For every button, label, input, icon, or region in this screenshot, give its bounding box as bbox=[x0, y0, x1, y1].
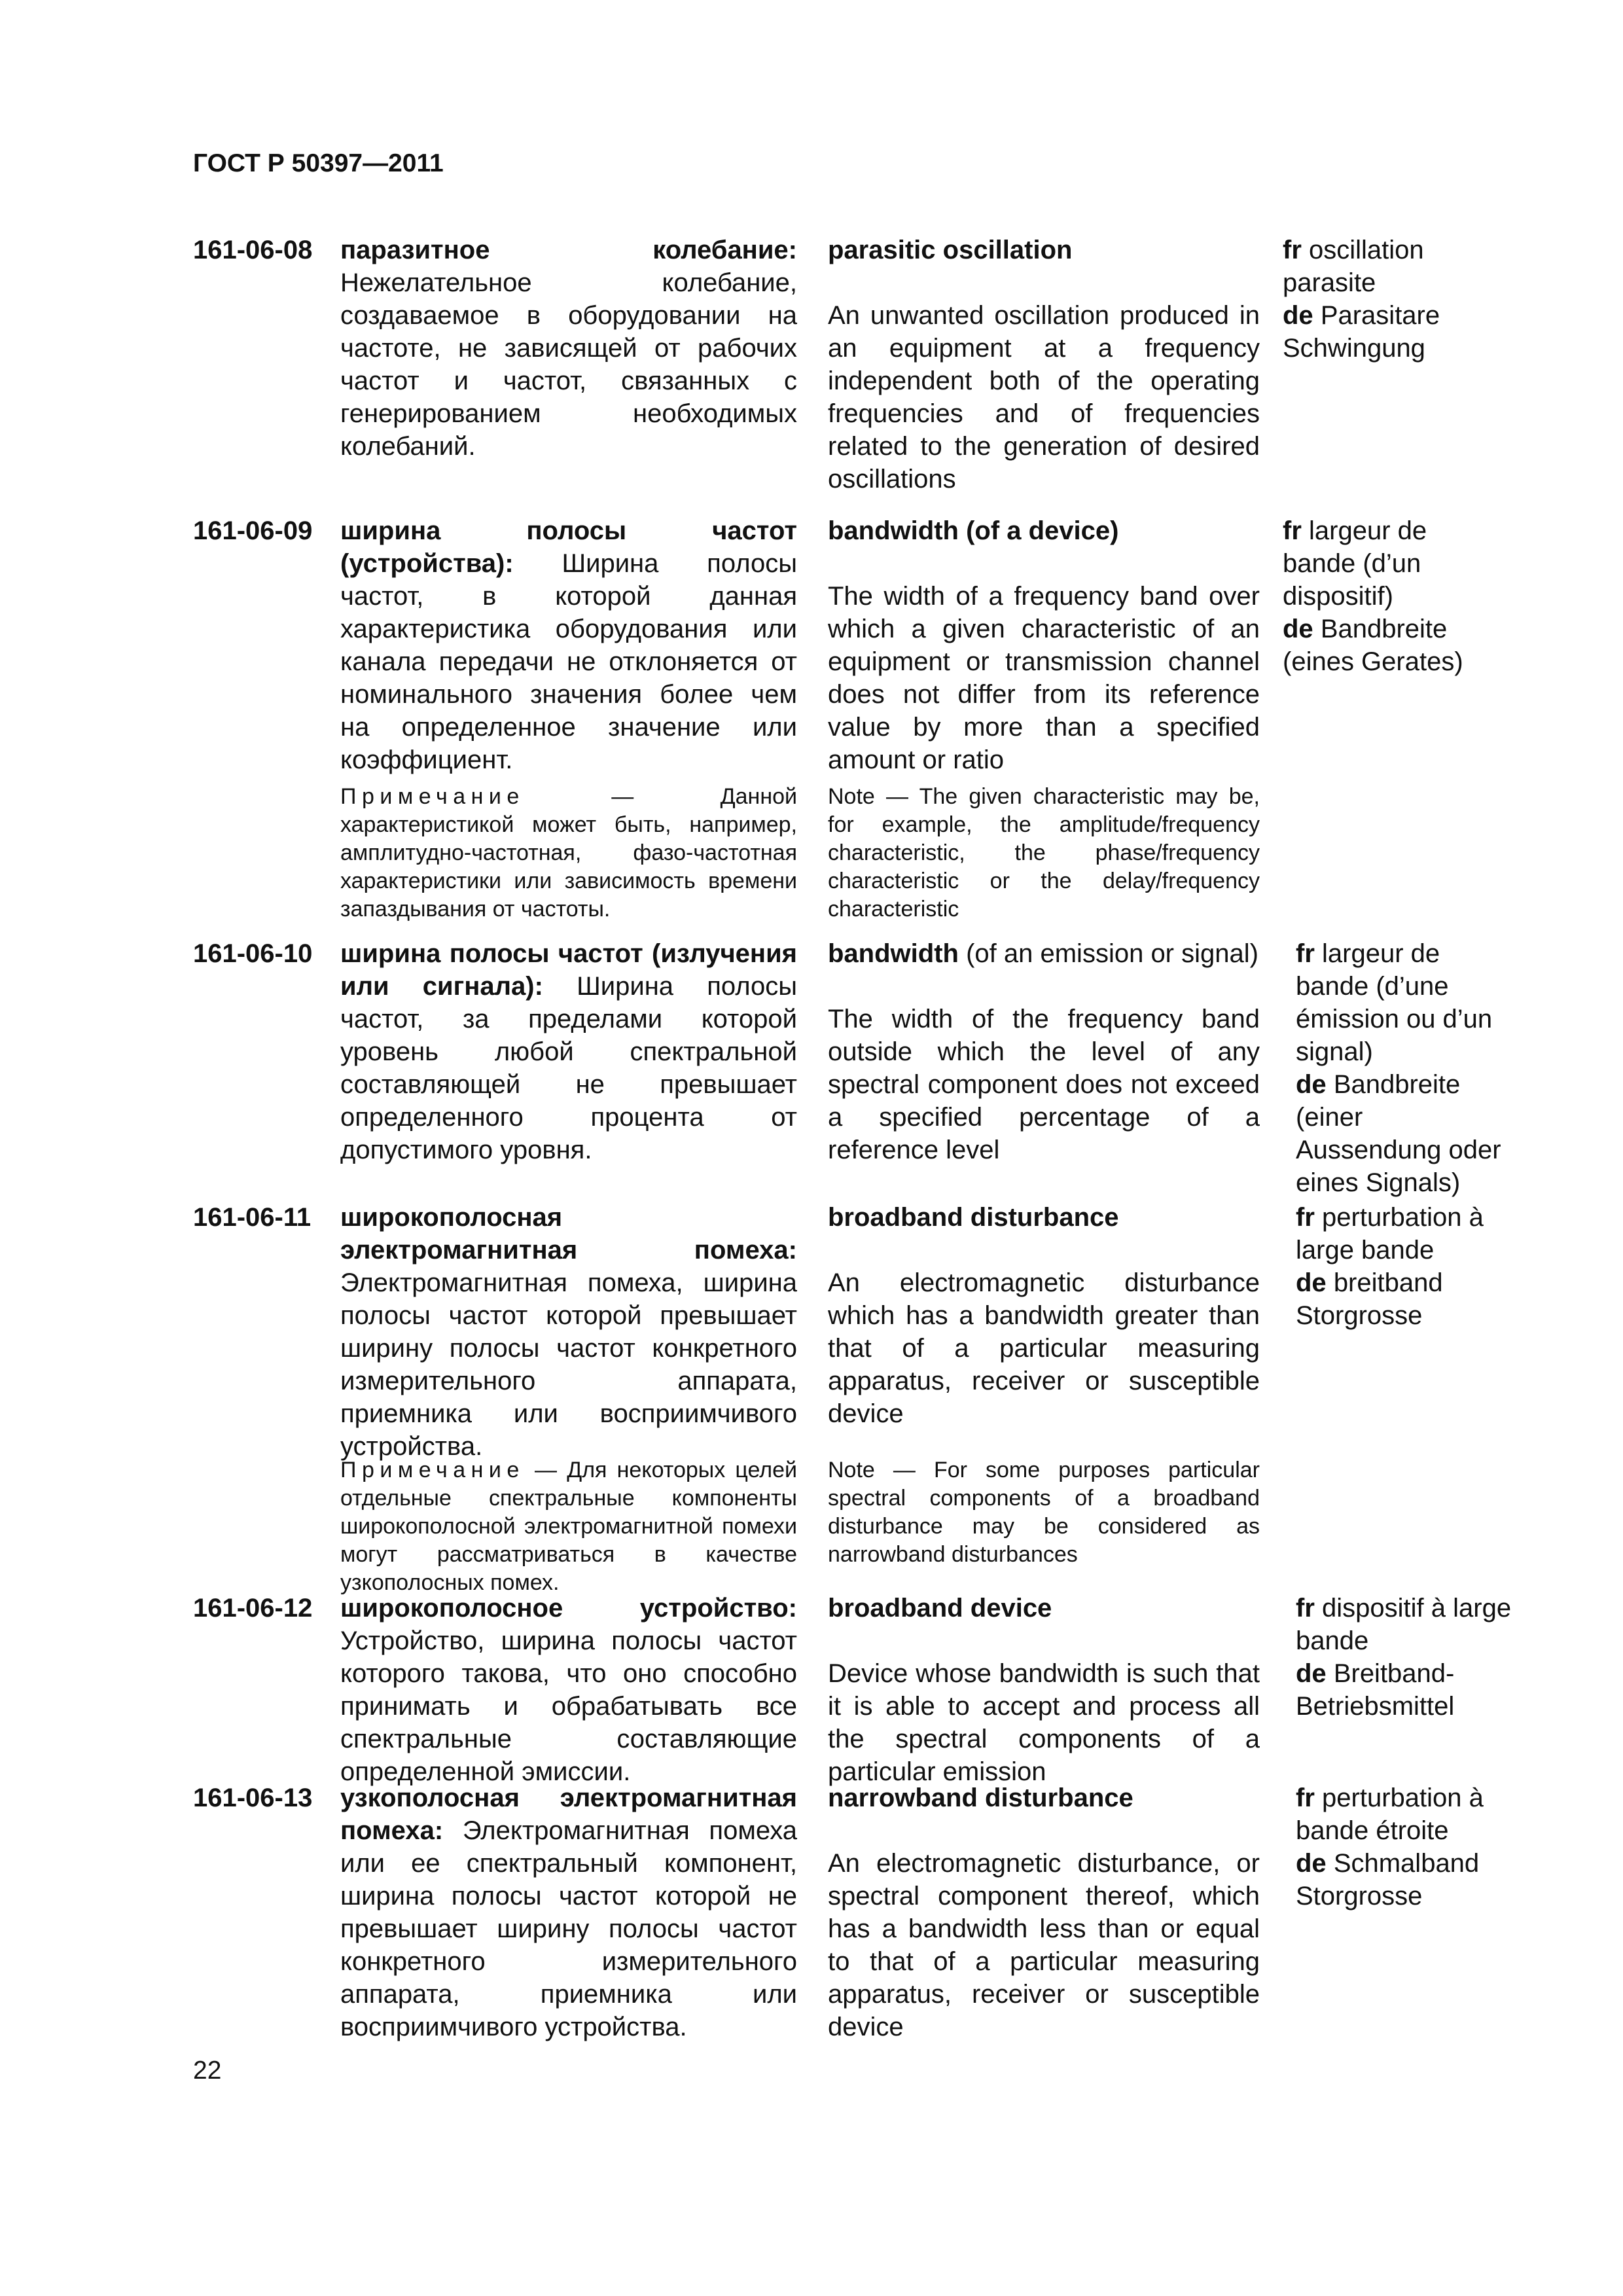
note-text: — Для некоторых целей отдельные спектральные компоненты широкополосной электромагнитной помехи могут рассматриваться в качестве узкополосных помех. bbox=[340, 1458, 798, 1595]
de-term: Bandbreite (eines Gerates) bbox=[1283, 615, 1463, 676]
en-text: An unwanted oscillation produced in an equipment at a frequency independent both of the operating frequencies and of frequencies related to the generation of desired oscillations bbox=[828, 301, 1260, 493]
en-definition bbox=[828, 937, 1260, 1166]
ru-text: Устройство, ширина полосы частот которого такова, что оно способно принимать и обрабатывать все спектральные составляющие определенной эмиссии. bbox=[340, 1626, 797, 1786]
fr-label: fr bbox=[1296, 1784, 1315, 1812]
ru-text: Нежелательное колебание, создаваемое в оборудовании на частоте, не зависящей от рабочих частот и частот, связанных с генерированием необходимых колебаний. bbox=[340, 268, 797, 461]
fr-label: fr bbox=[1296, 1203, 1315, 1232]
fr-term: largeur de bande (d’une émission ou d’un signal) bbox=[1296, 939, 1493, 1066]
en-text: An electromagnetic disturbance, or spectral component thereof, which has a bandwidth less than or equal to that of a particular measuring apparatus, receiver or susceptible device bbox=[828, 1849, 1260, 2041]
de-label: de bbox=[1283, 301, 1313, 330]
ru-term: широкополосное устройство: bbox=[340, 1594, 797, 1623]
de-label: de bbox=[1296, 1070, 1327, 1099]
ru-definition bbox=[340, 1201, 797, 1463]
en-definition bbox=[828, 1782, 1260, 2043]
note-label: Примечание bbox=[340, 1458, 525, 1482]
ru-text: Ширина полосы частот, в которой данная характеристика оборудования или канала передачи не отклоняется от номинального значения более чем на определенное значение или коэффициент. bbox=[340, 549, 797, 774]
de-term: breitband Storgrosse bbox=[1296, 1268, 1443, 1330]
ru-term: узкополосная электромагнитная помеха: bbox=[340, 1784, 797, 1845]
en-term: broadband device bbox=[828, 1594, 1052, 1623]
en-text: An electromagnetic disturbance which has a bandwidth greater than that of a particular measuring apparatus, receiver or susceptible device bbox=[828, 1268, 1260, 1428]
ru-note bbox=[340, 1456, 797, 1597]
other-languages bbox=[1296, 937, 1512, 1199]
document-header: ГОСТ Р 50397—2011 bbox=[193, 149, 444, 177]
fr-term: largeur de bande (d’un dispositif) bbox=[1283, 516, 1427, 611]
fr-label: fr bbox=[1296, 1594, 1315, 1623]
entry-number: 161-06-10 bbox=[193, 939, 313, 968]
ru-note bbox=[340, 783, 797, 924]
de-label: de bbox=[1296, 1268, 1327, 1297]
de-term: Bandbreite (einer Aussendung oder eines Signals) bbox=[1296, 1070, 1501, 1197]
fr-term: perturbation à bande étroite bbox=[1296, 1784, 1484, 1845]
en-text: The width of the frequency band outside which the level of any spectral component does not exceed a specified percentage of a reference level bbox=[828, 1005, 1260, 1164]
de-term: Parasitare Schwingung bbox=[1283, 301, 1440, 363]
ru-term: широкополосная электромагнитная помеха: bbox=[340, 1203, 797, 1265]
entry-number: 161-06-08 bbox=[193, 236, 313, 264]
ru-definition bbox=[340, 1592, 797, 1788]
en-definition bbox=[828, 234, 1260, 495]
ru-text: Электромагнитная помеха или ее спектральный компонент, ширина полосы частот которой не превышает ширину полосы частот конкретного измерительного аппарата, приемника или восприимчивого устройства. bbox=[340, 1816, 797, 2041]
fr-label: fr bbox=[1283, 236, 1302, 264]
note-text: — Данной характеристикой может быть, например, амплитудно-частотная, фазо-частотная характеристики или зависимость времени запаздывания от частоты. bbox=[340, 784, 797, 922]
other-languages bbox=[1296, 1782, 1512, 1912]
en-term: broadband disturbance bbox=[828, 1203, 1119, 1232]
entry-number: 161-06-09 bbox=[193, 516, 313, 545]
en-term: narrowband disturbance bbox=[828, 1784, 1133, 1812]
entry-number: 161-06-12 bbox=[193, 1594, 313, 1623]
de-label: de bbox=[1296, 1659, 1327, 1688]
fr-term: perturbation à large bande bbox=[1296, 1203, 1484, 1265]
ru-definition bbox=[340, 1782, 797, 2043]
en-definition bbox=[828, 514, 1260, 776]
ru-term: ширина полосы частот (устройства): bbox=[340, 516, 797, 578]
en-text: Device whose bandwidth is such that it is able to accept and process all the spectral components of a particular emission bbox=[828, 1659, 1260, 1786]
en-definition bbox=[828, 1201, 1260, 1430]
en-text: The width of a frequency band over which a given characteristic of an equipment or transmission channel does not differ from its reference value by more than a specified amount or ratio bbox=[828, 582, 1260, 774]
en-term: bandwidth bbox=[828, 939, 959, 968]
page-number: 22 bbox=[193, 2056, 222, 2085]
fr-term: dispositif à large bande bbox=[1296, 1594, 1512, 1655]
entry-number: 161-06-13 bbox=[193, 1784, 313, 1812]
de-term: Schmalband Storgrosse bbox=[1296, 1849, 1480, 1910]
ru-definition bbox=[340, 937, 797, 1166]
de-term: Breitband-Betriebsmittel bbox=[1296, 1659, 1455, 1721]
other-languages bbox=[1296, 1201, 1512, 1332]
en-term: parasitic oscillation bbox=[828, 236, 1073, 264]
en-term: bandwidth (of a device) bbox=[828, 516, 1119, 545]
ru-text: Ширина полосы частот, за пределами которой уровень любой спектральной составляющей не превышает определенного процента от допустимого уровня. bbox=[340, 972, 798, 1164]
en-term-rest: (of an emission or signal) bbox=[966, 939, 1258, 968]
other-languages bbox=[1283, 514, 1499, 678]
en-note: Note — The given characteristic may be, for example, the amplitude/frequency characteristic, the phase/frequency characteristic or the delay/frequency characteristic bbox=[828, 784, 1260, 922]
entry-number: 161-06-11 bbox=[193, 1203, 312, 1232]
ru-definition bbox=[340, 514, 797, 776]
fr-label: fr bbox=[1283, 516, 1302, 545]
ru-definition bbox=[340, 234, 797, 463]
other-languages bbox=[1283, 234, 1499, 365]
fr-term: oscillation parasite bbox=[1283, 236, 1424, 297]
en-note: Note — For some purposes particular spectral components of a broadband disturbance may be considered as narrowband disturbances bbox=[828, 1458, 1260, 1567]
de-label: de bbox=[1283, 615, 1313, 643]
note-label: Примечание bbox=[340, 784, 525, 809]
other-languages bbox=[1296, 1592, 1512, 1723]
ru-term: ширина полосы частот (излучения или сигнала): bbox=[340, 939, 797, 1001]
en-definition bbox=[828, 1592, 1260, 1788]
ru-text: Электромагнитная помеха, ширина полосы частот которой превышает ширину полосы частот конкретного измерительного аппарата, приемника или восприимчивого устройства. bbox=[340, 1268, 797, 1461]
fr-label: fr bbox=[1296, 939, 1315, 968]
ru-term: паразитное колебание: bbox=[340, 236, 797, 264]
de-label: de bbox=[1296, 1849, 1327, 1878]
